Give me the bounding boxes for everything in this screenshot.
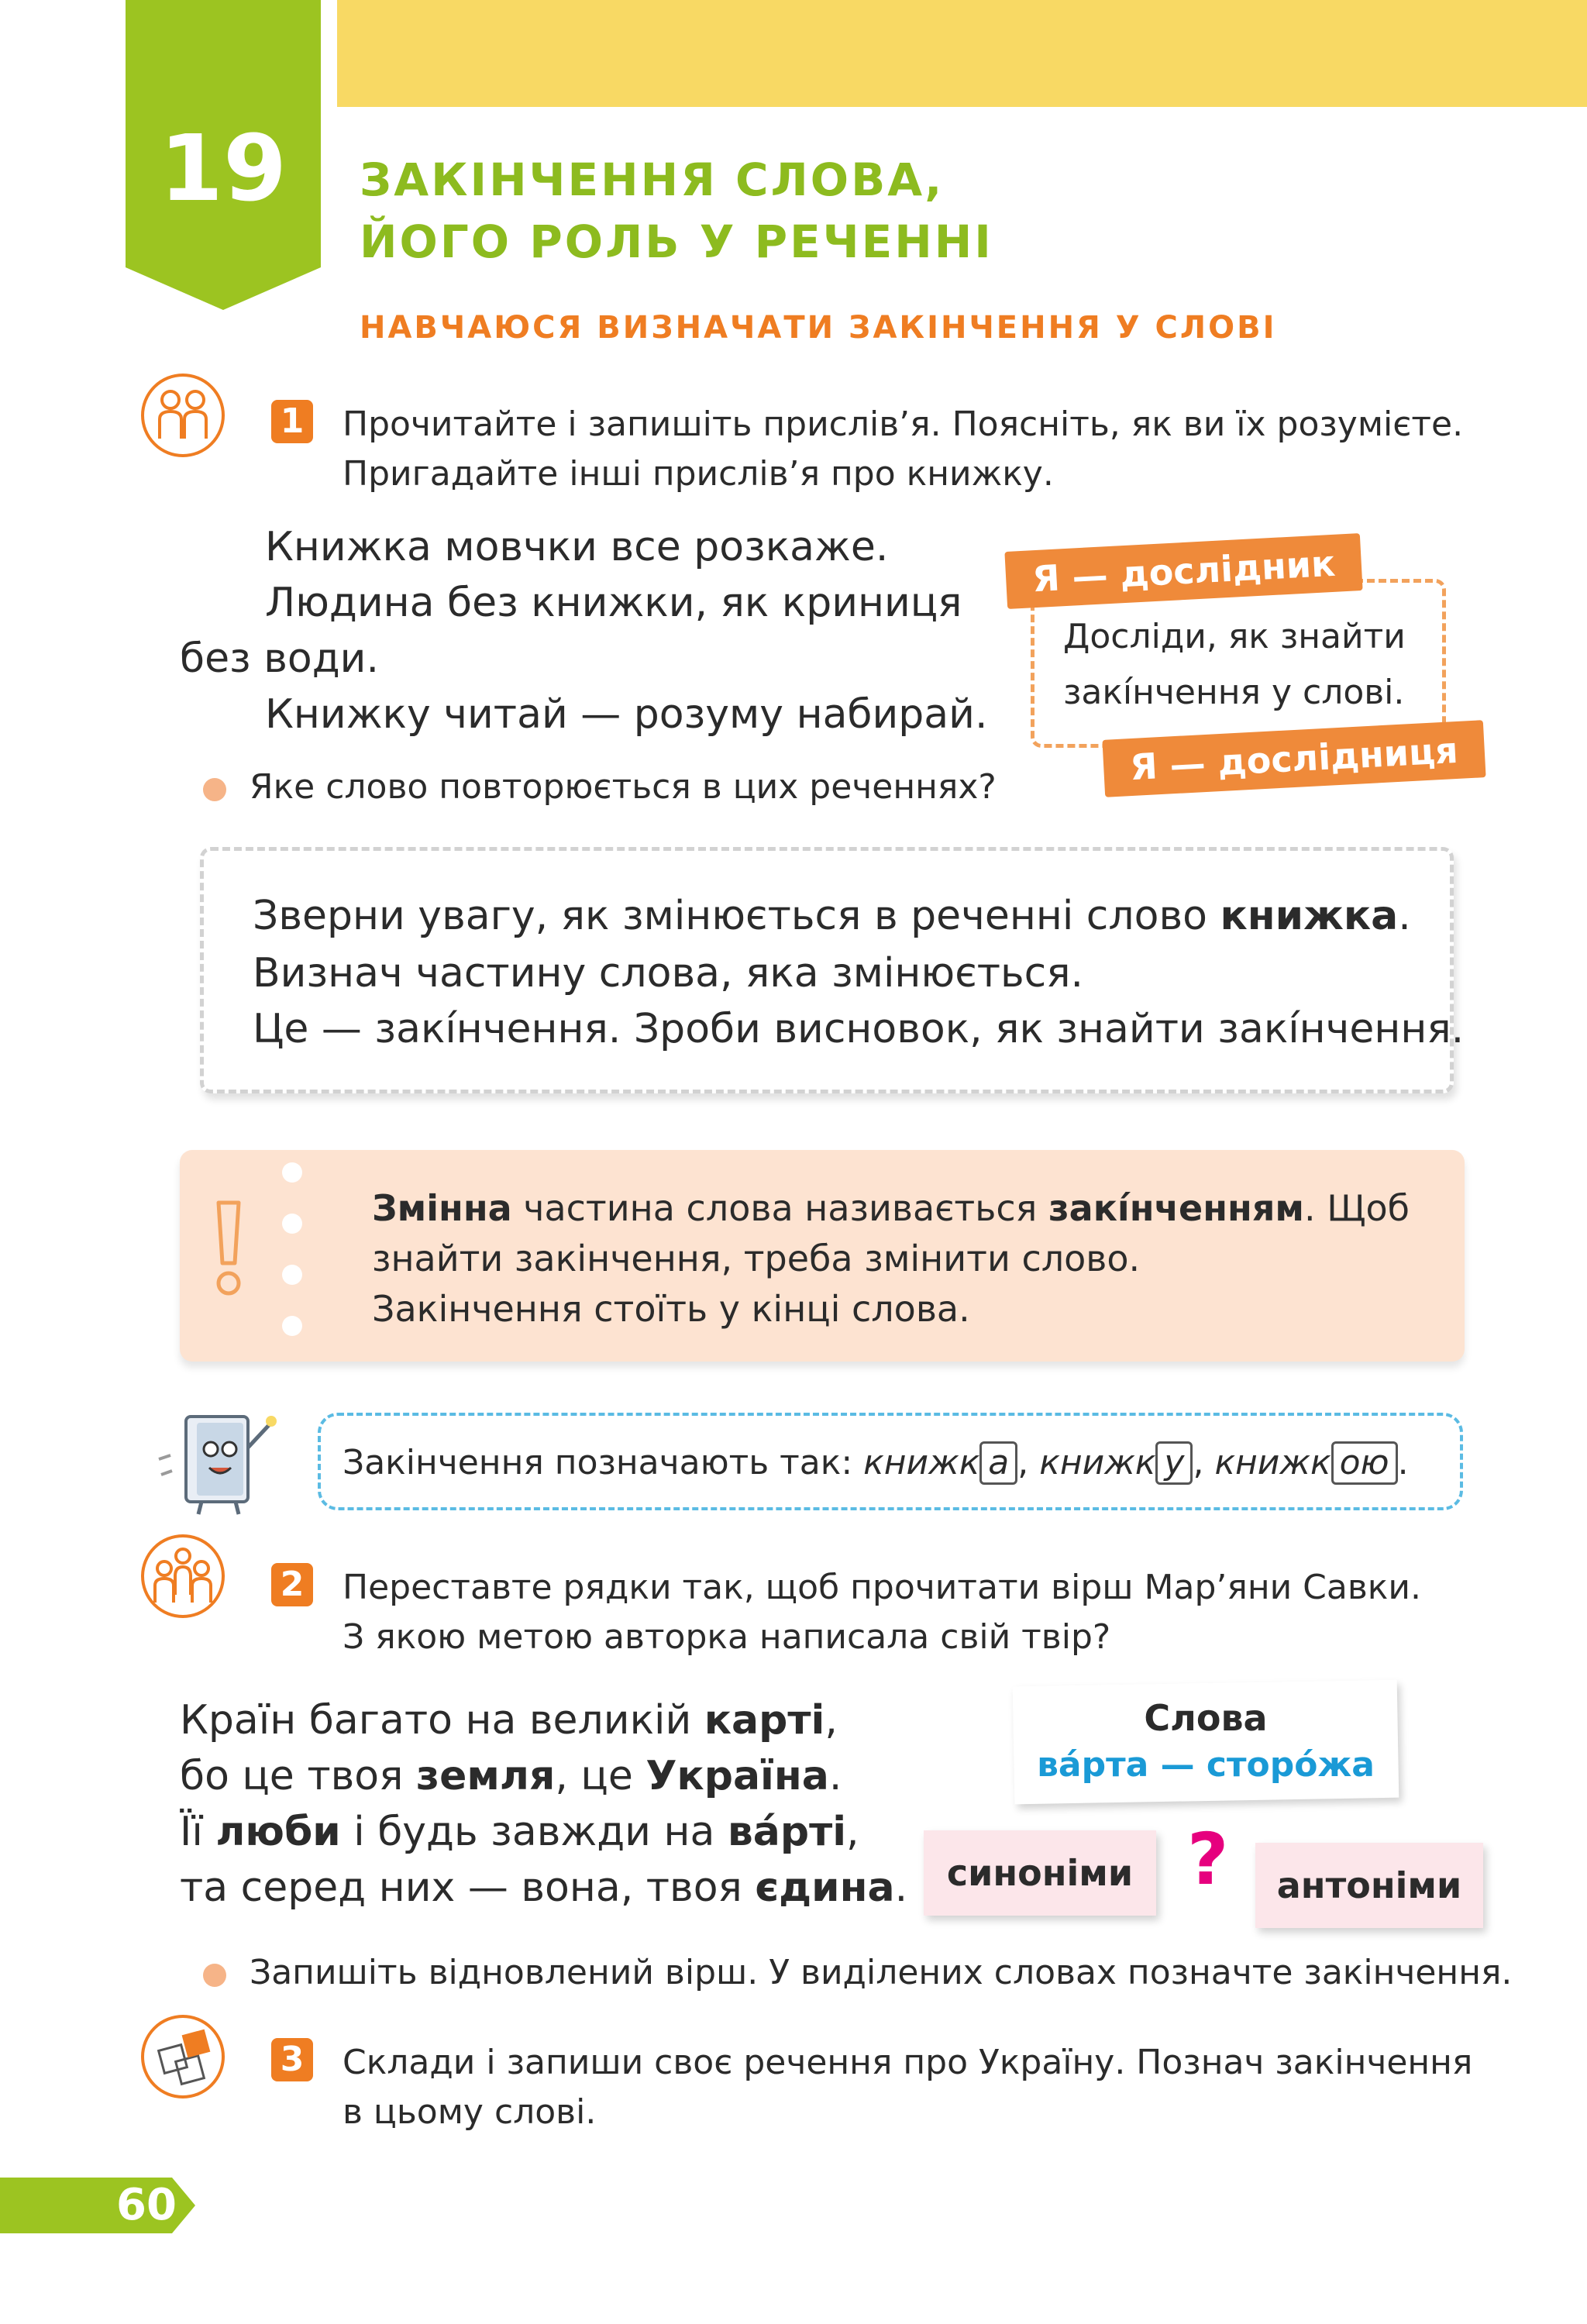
- rule-dot: [282, 1162, 302, 1183]
- researcher-tag-female: Я — дослідниця: [1102, 720, 1485, 797]
- task3-instruction-line1: Склади і запиши своє речення про Україну. Познач закінчення: [343, 2043, 1473, 2082]
- poem-line3: Її люби і будь завжди на ва́рті,: [180, 1809, 859, 1855]
- rule-line3: Закінчення стоїть у кінці слова.: [372, 1288, 970, 1330]
- question-mark: ?: [1187, 1818, 1229, 1901]
- poem-line1: Країн багато на великій карті,: [180, 1697, 838, 1744]
- rule-line1: Змінна частина слова називається закі́нченням. Щоб: [372, 1187, 1410, 1229]
- researcher-text-line1: Досліди, як знайти: [1063, 617, 1406, 656]
- words-card-title: Слова: [1144, 1697, 1268, 1739]
- puzzle-icon: [141, 2015, 225, 2098]
- task-number-badge: 3: [271, 2038, 313, 2081]
- task-number-badge: 2: [271, 1563, 313, 1606]
- task2-bullet: Запишіть відновлений вірш. У виділених словах позначте закінчення.: [250, 1953, 1513, 1992]
- proverb-2-start: Людина без книжки, як криниця: [265, 580, 962, 626]
- proverb-2-end: без води.: [180, 635, 379, 682]
- bullet-dot: [203, 1964, 226, 1987]
- task1-instruction-line1: Прочитайте і запишіть прислів’я. Поясніть, як ви їх розумієте.: [343, 405, 1464, 444]
- header-yellow-band: [337, 0, 1587, 107]
- page-number: 60: [116, 2180, 177, 2230]
- words-card-pair: ва́рта — сторо́жа: [1037, 1745, 1375, 1785]
- bullet-dot: [203, 778, 226, 801]
- ending-box: а: [979, 1441, 1017, 1485]
- lesson-subtitle: НАВЧАЮСЯ ВИЗНАЧАТИ ЗАКІНЧЕННЯ У СЛОВІ: [360, 310, 1277, 346]
- proverb-3: Книжку читай — розуму набирай.: [265, 691, 988, 738]
- notice-line3: Це — закі́нчення. Зроби висновок, як знайти закі́нчення.: [253, 1006, 1465, 1052]
- ending-box: у: [1155, 1441, 1193, 1485]
- proverb-1: Книжка мовчки все розкаже.: [265, 524, 889, 570]
- synonyms-card: синоніми: [924, 1830, 1156, 1916]
- antonyms-card: антоніми: [1255, 1843, 1483, 1928]
- rule-dot: [282, 1316, 302, 1336]
- lesson-number: 19: [159, 115, 287, 222]
- notice-line2: Визнач частину слова, яка змінюється.: [253, 950, 1084, 997]
- poem-line2: бо це твоя земля, це Україна.: [180, 1753, 842, 1799]
- group-work-icon: [141, 1534, 225, 1618]
- endings-text: Закінчення позначають так: книжк а , книжк у , книжк ою .: [343, 1441, 1409, 1485]
- task2-instruction-line1: Переставте рядки так, щоб прочитати вірш Мар’яни Савки.: [343, 1568, 1421, 1607]
- task-number-badge: 1: [271, 400, 313, 443]
- rule-dot: [282, 1265, 302, 1285]
- notice-line1: Зверни увагу, як змінюється в реченні слово книжка.: [253, 893, 1411, 939]
- rule-dot: [282, 1214, 302, 1234]
- pair-work-icon: [141, 374, 225, 457]
- poem-line4: та серед них — вона, твоя єдина.: [180, 1864, 908, 1911]
- researcher-text-line2: закі́нчення у слові.: [1063, 673, 1405, 712]
- task1-instruction-line2: Пригадайте інші прислів’я про книжку.: [343, 454, 1054, 494]
- task3-instruction-line2: в цьому слові.: [343, 2092, 597, 2132]
- ending-box: ою: [1331, 1441, 1398, 1485]
- lesson-title-line2: ЙОГО РОЛЬ У РЕЧЕННІ: [360, 215, 993, 268]
- rule-line2: знайти закінчення, треба змінити слово.: [372, 1238, 1141, 1279]
- exclamation-icon: [209, 1200, 248, 1303]
- book-mascot-icon: [155, 1401, 287, 1520]
- task1-question: Яке слово повторюється в цих реченнях?: [250, 767, 997, 807]
- task2-instruction-line2: З якою метою авторка написала свій твір?: [343, 1617, 1111, 1657]
- lesson-title-line1: ЗАКІНЧЕННЯ СЛОВА,: [360, 153, 945, 206]
- researcher-tag-male: Я — дослідник: [1004, 533, 1363, 609]
